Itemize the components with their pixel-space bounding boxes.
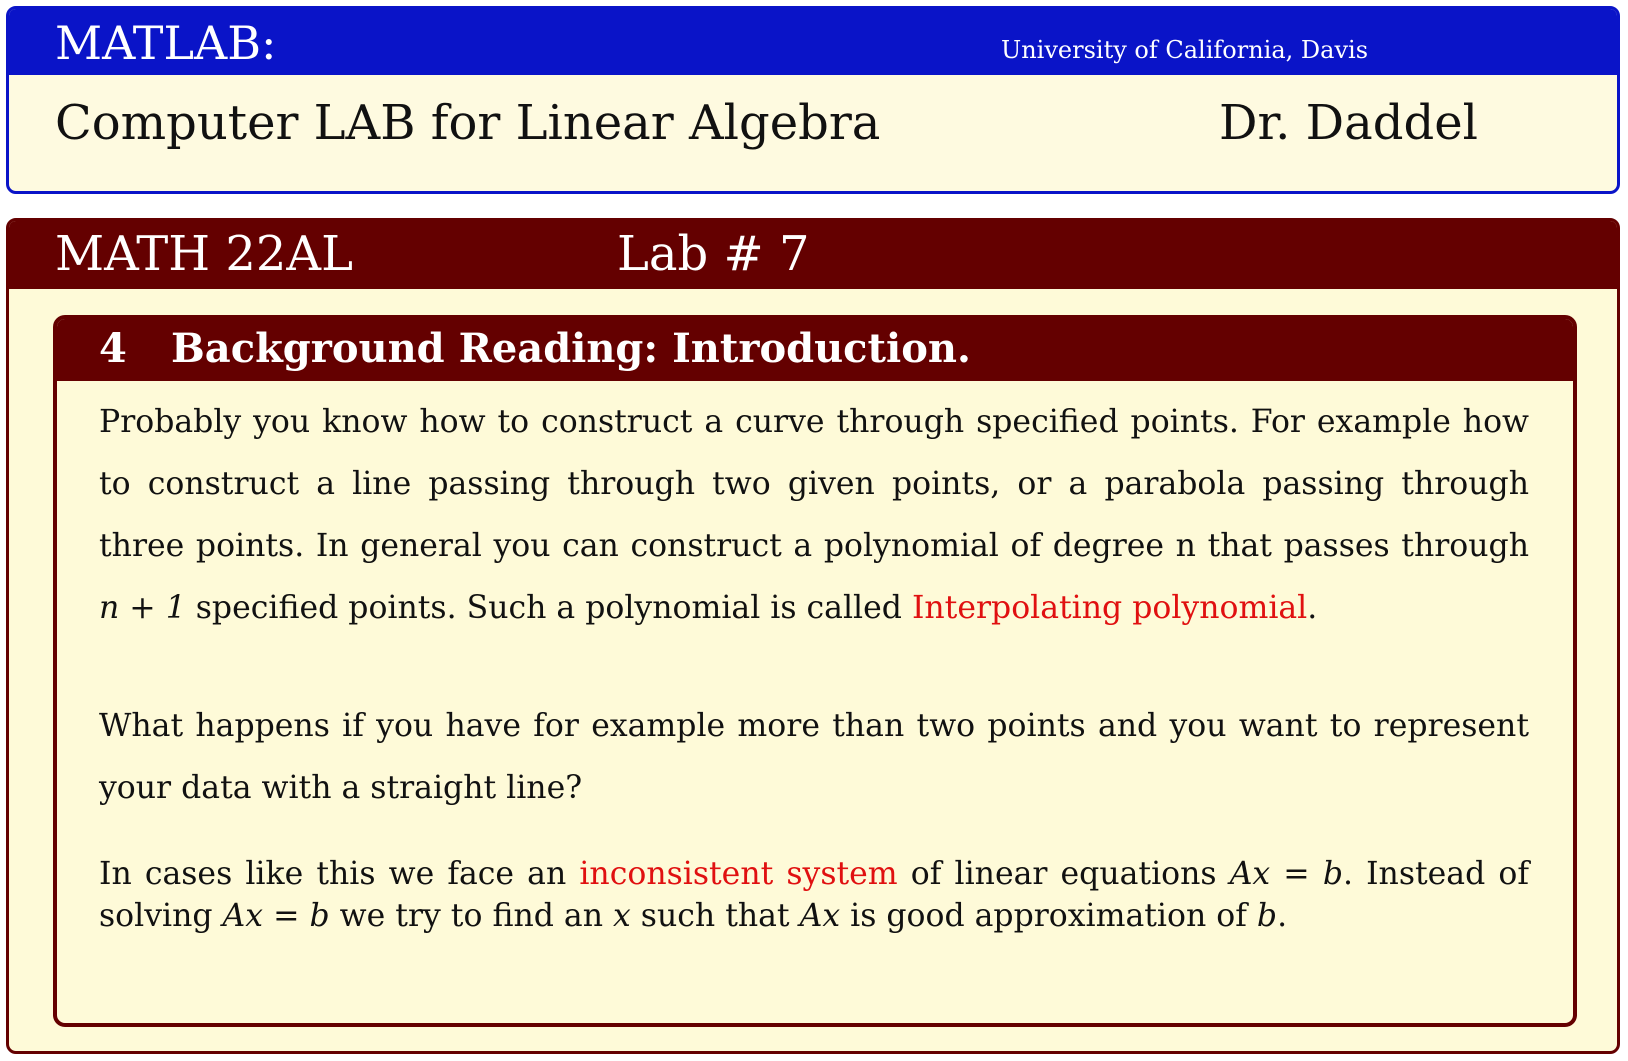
paragraph-inconsistent-system <box>99 853 1529 937</box>
text-run: is good approximation of <box>840 898 1257 934</box>
math-expression: Ax <box>799 898 841 934</box>
section-title: Background Reading: Introduction. <box>171 325 971 372</box>
paragraph-question: What happens if you have for example more than two points and you want to represent your data with a straight line? <box>99 708 1529 806</box>
math-expression: Ax = b <box>222 898 330 934</box>
text-run: of linear equations <box>897 856 1230 892</box>
text-run: . <box>1277 898 1288 934</box>
text-run: In cases like this we face an <box>99 856 580 892</box>
university-name: University of California, Davis <box>1001 36 1369 64</box>
math-expression: Ax = b <box>1229 856 1343 892</box>
text-run: we try to find an <box>329 898 614 934</box>
header-title: MATLAB: <box>55 16 277 70</box>
section-number: 4 <box>99 325 127 372</box>
section-box <box>53 315 1577 1027</box>
text-run: . Instead of solving <box>99 856 1529 934</box>
math-expression: x <box>613 898 631 934</box>
highlighted-term: inconsistent system <box>579 856 898 892</box>
instructor-name: Dr. Daddel <box>1219 95 1478 151</box>
text-run: Probably you know how to construct a curve through specified points. For example how to construct a line passing through two given points, or a parabola passing through three points. In general you can construct a polynomial of degree n that passes through <box>99 404 1529 564</box>
lab-header-bar <box>9 221 1617 289</box>
paragraph-interpolation <box>99 391 1529 639</box>
lab-box <box>6 218 1620 1054</box>
course-title: Computer LAB for Linear Algebra <box>55 95 881 151</box>
math-expression: b <box>1256 898 1278 934</box>
header-bar <box>9 9 1617 75</box>
header-box <box>6 6 1620 194</box>
math-expression: n + 1 <box>99 590 186 626</box>
text-run: . <box>1307 590 1318 626</box>
text-run: such that <box>630 898 800 934</box>
section-header-bar <box>57 319 1573 381</box>
text-run: specified points. Such a polynomial is called <box>185 590 912 626</box>
lab-number: Lab # 7 <box>617 226 810 282</box>
course-code: MATH 22AL <box>55 226 353 282</box>
highlighted-term: Interpolating polynomial <box>911 590 1308 626</box>
